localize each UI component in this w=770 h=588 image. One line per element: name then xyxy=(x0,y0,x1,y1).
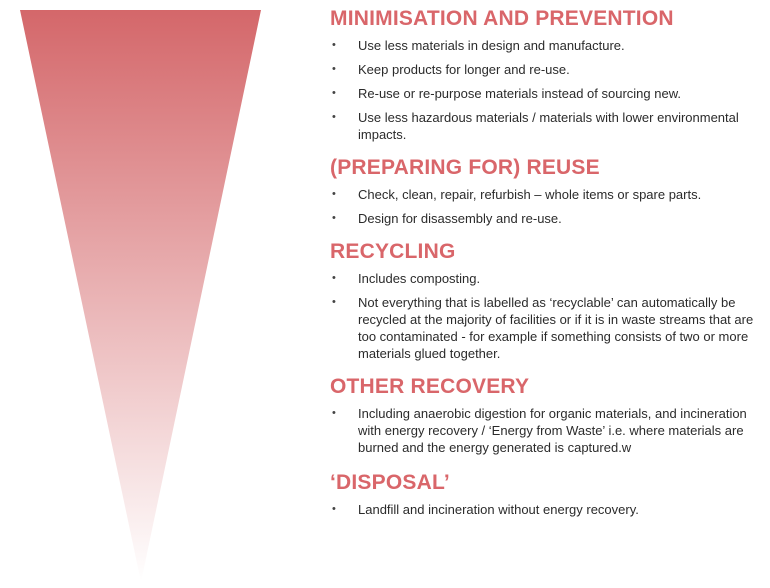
waste-hierarchy-funnel xyxy=(0,0,300,588)
funnel-triangle xyxy=(20,10,261,582)
hierarchy-descriptions xyxy=(330,6,760,525)
bullet-icon: • xyxy=(332,212,336,224)
bullet-item xyxy=(330,210,760,227)
bullet-item xyxy=(330,405,760,456)
bullet-text: Use less materials in design and manufacture. xyxy=(358,38,625,53)
bullet-icon: • xyxy=(332,407,336,419)
bullet-item xyxy=(330,109,760,143)
bullet-item xyxy=(330,186,760,203)
bullet-text: Check, clean, repair, refurbish – whole items or spare parts. xyxy=(358,187,702,202)
bullet-item xyxy=(330,270,760,287)
bullet-text: Including anaerobic digestion for organic materials, and incineration with energy recovery / ‘Energy from Waste’ i.e. where materials are burned and the energy generated is captured.w xyxy=(358,406,747,455)
bullet-icon: • xyxy=(332,188,336,200)
section-title: MINIMISATION AND PREVENTION xyxy=(330,7,674,30)
bullet-item xyxy=(330,294,760,362)
bullet-list xyxy=(330,186,760,227)
bullet-icon: • xyxy=(332,272,336,284)
bullet-item xyxy=(330,85,760,102)
section-other-recovery xyxy=(330,374,760,456)
section-recycling xyxy=(330,239,760,362)
bullet-item xyxy=(330,37,760,54)
bullet-text: Re-use or re-purpose materials instead of sourcing new. xyxy=(358,86,681,101)
bullet-list xyxy=(330,405,760,456)
bullet-icon: • xyxy=(332,63,336,75)
bullet-icon: • xyxy=(332,296,336,308)
bullet-item xyxy=(330,61,760,78)
section-title: (PREPARING FOR) REUSE xyxy=(330,156,600,179)
section-minimisation-prevention xyxy=(330,6,760,143)
bullet-list xyxy=(330,501,760,518)
bullet-text: Keep products for longer and re-use. xyxy=(358,62,570,77)
bullet-text: Landfill and incineration without energy recovery. xyxy=(358,502,639,517)
section-title: ‘DISPOSAL’ xyxy=(330,471,450,494)
section-title: RECYCLING xyxy=(330,240,456,263)
bullet-text: Not everything that is labelled as ‘recyclable’ can automatically be recycled at the majority of facilities or if it is in waste streams that are too contaminated - for example if something consists of two or more materials glued together. xyxy=(358,295,754,361)
bullet-list xyxy=(330,270,760,362)
bullet-text: Design for disassembly and re-use. xyxy=(358,211,562,226)
section-disposal xyxy=(330,470,760,518)
bullet-item xyxy=(330,501,760,518)
bullet-icon: • xyxy=(332,87,336,99)
bullet-icon: • xyxy=(332,39,336,51)
bullet-list xyxy=(330,37,760,143)
bullet-text: Use less hazardous materials / materials with lower environmental impacts. xyxy=(358,110,739,142)
section-title: OTHER RECOVERY xyxy=(330,375,530,398)
bullet-icon: • xyxy=(332,111,336,123)
bullet-icon: • xyxy=(332,503,336,515)
bullet-text: Includes composting. xyxy=(358,271,481,286)
section-preparing-for-reuse xyxy=(330,155,760,227)
